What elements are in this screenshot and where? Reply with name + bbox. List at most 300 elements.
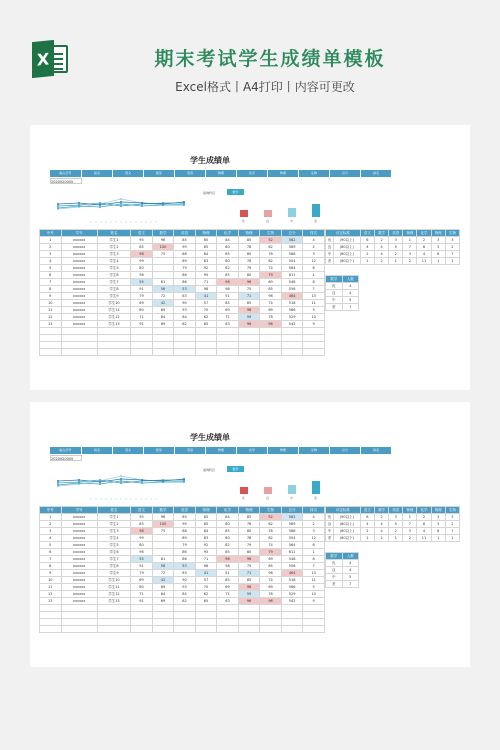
table-cell: 100 bbox=[152, 244, 174, 251]
table-cell: 4 bbox=[303, 514, 325, 521]
stats-cell: 2 bbox=[417, 514, 431, 521]
table-cell: 71 bbox=[131, 314, 153, 321]
stats-cell: (90以上) bbox=[333, 514, 360, 521]
table-cell: 10 bbox=[40, 577, 62, 584]
grade-bar-label: 优 bbox=[242, 219, 246, 223]
count-header-cell: 人数 bbox=[342, 553, 359, 560]
chart-point bbox=[141, 205, 143, 207]
table-cell: 41 bbox=[195, 293, 217, 300]
table-row bbox=[40, 342, 325, 349]
table-cell: 98 bbox=[195, 286, 217, 293]
table-cell: 84 bbox=[152, 591, 174, 598]
table-cell: 2 bbox=[40, 521, 62, 528]
stats-cell: 1 bbox=[445, 258, 459, 265]
grade-bar bbox=[264, 487, 272, 494]
count-row bbox=[326, 581, 359, 588]
table-cell: 10 bbox=[303, 314, 325, 321]
table-cell: 79 bbox=[260, 272, 282, 279]
student-id-input[interactable]: 2020020005 bbox=[50, 455, 82, 461]
table-cell: 84 bbox=[217, 514, 239, 521]
stats-cell: (60以上) bbox=[333, 251, 360, 258]
table-header-cell: 序号 bbox=[40, 230, 62, 237]
table-cell bbox=[260, 349, 282, 356]
table-cell bbox=[238, 335, 260, 342]
table-cell bbox=[131, 612, 153, 619]
table-cell: 85 bbox=[217, 577, 239, 584]
table-cell: 95 bbox=[195, 549, 217, 556]
table-cell: 85 bbox=[260, 563, 282, 570]
table-cell: 85 bbox=[131, 244, 153, 251]
query-header-cell: 姓名 bbox=[82, 447, 112, 454]
query-header-cell: 物理 bbox=[268, 170, 298, 177]
table-cell bbox=[238, 605, 260, 612]
table-cell: 75 bbox=[238, 563, 260, 570]
table-cell bbox=[260, 328, 282, 335]
table-cell: 学生12 bbox=[97, 591, 131, 598]
table-cell: 78 bbox=[260, 314, 282, 321]
table-cell: 99 bbox=[174, 244, 196, 251]
grade-bar bbox=[240, 487, 248, 494]
table-header-cell: 序号 bbox=[40, 507, 62, 514]
table-cell bbox=[281, 605, 303, 612]
score-table bbox=[39, 229, 325, 356]
table-cell: 95 bbox=[195, 272, 217, 279]
table-cell: xxxxxx bbox=[61, 584, 97, 591]
table-cell: 84 bbox=[174, 591, 196, 598]
table-cell: 79 bbox=[260, 549, 282, 556]
chart-point bbox=[57, 203, 59, 205]
table-cell bbox=[97, 612, 131, 619]
table-cell: 88 bbox=[174, 528, 196, 535]
stats-cell: 2 bbox=[374, 514, 388, 521]
table-cell: 96 bbox=[260, 321, 282, 328]
table-cell: 5 bbox=[303, 307, 325, 314]
chart-point bbox=[183, 478, 185, 480]
table-cell: 464 bbox=[281, 570, 303, 577]
table-cell: 8 bbox=[40, 563, 62, 570]
table-cell: 96 bbox=[131, 549, 153, 556]
stats-cell: 2 bbox=[445, 244, 459, 251]
table-cell bbox=[195, 342, 217, 349]
table-row bbox=[40, 535, 325, 542]
table-cell: 566 bbox=[281, 584, 303, 591]
table-header-cell: 化学 bbox=[217, 507, 239, 514]
count-cell: 优 bbox=[326, 283, 343, 290]
table-row bbox=[40, 335, 325, 342]
table-cell: 7 bbox=[40, 556, 62, 563]
stats-cell: 4 bbox=[360, 521, 374, 528]
table-cell: 6 bbox=[40, 549, 62, 556]
table-cell: 9 bbox=[40, 293, 62, 300]
table-cell: 80 bbox=[131, 542, 153, 549]
table-cell bbox=[260, 612, 282, 619]
table-header-cell: 化学 bbox=[217, 230, 239, 237]
table-cell bbox=[152, 549, 174, 556]
grade-bar-label: 差 bbox=[314, 496, 318, 500]
stats-cell: (90以上) bbox=[333, 237, 360, 244]
table-cell bbox=[281, 342, 303, 349]
table-cell: 学生10 bbox=[97, 577, 131, 584]
table-cell: 63 bbox=[217, 321, 239, 328]
stats-cell: 6 bbox=[360, 514, 374, 521]
stats-header-cell: 英语 bbox=[389, 230, 403, 237]
query-header-cell: 语文 bbox=[113, 447, 143, 454]
table-cell bbox=[217, 626, 239, 633]
table-cell bbox=[131, 342, 153, 349]
chart-point bbox=[57, 207, 59, 209]
table-cell: 80 bbox=[238, 528, 260, 535]
subject-select[interactable]: 数学 bbox=[227, 189, 244, 195]
table-cell: 84 bbox=[152, 314, 174, 321]
table-cell: 88 bbox=[174, 251, 196, 258]
stats-cell: 1 bbox=[403, 237, 417, 244]
table-cell: 82 bbox=[217, 265, 239, 272]
table-cell bbox=[174, 626, 196, 633]
table-cell bbox=[152, 335, 174, 342]
table-cell: 71 bbox=[217, 314, 239, 321]
table-cell: 85 bbox=[217, 251, 239, 258]
table-cell bbox=[281, 612, 303, 619]
table-cell: 52 bbox=[260, 514, 282, 521]
table-cell: 84 bbox=[195, 528, 217, 535]
count-cell: 5 bbox=[342, 574, 359, 581]
stats-cell: 3 bbox=[403, 528, 417, 535]
table-cell: 7 bbox=[303, 563, 325, 570]
table-cell: 9 bbox=[303, 321, 325, 328]
stats-cell: 3 bbox=[445, 514, 459, 521]
table-cell: 96 bbox=[152, 514, 174, 521]
stats-header-cell: 物理 bbox=[403, 230, 417, 237]
table-cell bbox=[217, 605, 239, 612]
table-cell: 96 bbox=[238, 279, 260, 286]
table-cell bbox=[40, 605, 62, 612]
table-row bbox=[40, 272, 325, 279]
stats-cell: 2 bbox=[417, 237, 431, 244]
sheet-title: 学生成绩单 bbox=[190, 156, 230, 165]
grade-bar-label: 优 bbox=[242, 496, 246, 500]
table-cell: 93 bbox=[174, 307, 196, 314]
chart-point bbox=[183, 481, 185, 483]
subject-select[interactable]: 数学 bbox=[227, 466, 244, 472]
score-line-chart bbox=[50, 189, 195, 229]
table-cell: 80 bbox=[217, 521, 239, 528]
grade-bar-label: 中 bbox=[290, 496, 294, 500]
table-cell: 学生1 bbox=[97, 514, 131, 521]
count-cell: 4 bbox=[342, 560, 359, 567]
stats-header-cell: 物理 bbox=[403, 507, 417, 514]
table-cell bbox=[152, 272, 174, 279]
table-cell: xxxxxx bbox=[61, 258, 97, 265]
table-cell: 86 bbox=[174, 556, 196, 563]
table-cell: 98 bbox=[217, 286, 239, 293]
table-cell: xxxxxx bbox=[61, 598, 97, 605]
stats-cell: 1 bbox=[360, 258, 374, 265]
query-header-cell: 英语 bbox=[175, 447, 205, 454]
table-row bbox=[40, 598, 325, 605]
table-cell: 82 bbox=[260, 258, 282, 265]
count-cell: 7 bbox=[342, 581, 359, 588]
table-cell bbox=[260, 619, 282, 626]
stats-cell: 2 bbox=[389, 528, 403, 535]
query-header-cell: 总分 bbox=[330, 447, 360, 454]
table-cell: 72 bbox=[152, 293, 174, 300]
grade-bar bbox=[288, 208, 296, 217]
count-row bbox=[326, 567, 359, 574]
table-cell: 13 bbox=[40, 598, 62, 605]
grade-bar bbox=[312, 481, 320, 494]
table-cell bbox=[281, 619, 303, 626]
table-cell: 65 bbox=[195, 598, 217, 605]
stats-cell: 1 bbox=[389, 535, 403, 542]
stats-cell: 良 bbox=[326, 521, 334, 528]
table-cell: 学生7 bbox=[97, 279, 131, 286]
table-cell: 学生9 bbox=[97, 293, 131, 300]
table-cell: 8 bbox=[40, 286, 62, 293]
table-cell: 42 bbox=[152, 300, 174, 307]
stats-header-cell: 评定标准 bbox=[326, 230, 361, 237]
table-cell: 96 bbox=[260, 293, 282, 300]
query-header-cell: 生物 bbox=[299, 447, 329, 454]
table-cell: 529 bbox=[281, 314, 303, 321]
table-cell: 90 bbox=[174, 577, 196, 584]
table-cell: xxxxxx bbox=[61, 556, 97, 563]
query-header-row bbox=[50, 170, 392, 177]
table-cell: 95 bbox=[131, 514, 153, 521]
table-cell: 学生2 bbox=[97, 521, 131, 528]
table-cell: 96 bbox=[238, 321, 260, 328]
table-cell: 564 bbox=[281, 265, 303, 272]
table-cell: 8 bbox=[303, 556, 325, 563]
table-cell: 69 bbox=[152, 321, 174, 328]
chart-point bbox=[78, 479, 80, 481]
table-header-cell: 数学 bbox=[152, 507, 174, 514]
count-cell: 7 bbox=[342, 304, 359, 311]
table-cell: 83 bbox=[195, 535, 217, 542]
table-cell: 75 bbox=[152, 528, 174, 535]
table-header-cell: 学号 bbox=[61, 507, 97, 514]
query-header-cell: 输入学号 bbox=[50, 447, 81, 454]
stats-cell: 3 bbox=[389, 237, 403, 244]
table-cell: 学生5 bbox=[97, 265, 131, 272]
stats-cell: 优 bbox=[326, 514, 334, 521]
table-cell: xxxxxx bbox=[61, 244, 97, 251]
table-cell: 80 bbox=[131, 307, 153, 314]
table-cell bbox=[61, 342, 97, 349]
stats-row bbox=[326, 244, 460, 251]
stats-row bbox=[326, 514, 460, 521]
table-cell bbox=[303, 605, 325, 612]
table-cell: 80 bbox=[238, 549, 260, 556]
stats-cell: 4 bbox=[417, 251, 431, 258]
table-row bbox=[40, 612, 325, 619]
table-cell: 12 bbox=[303, 258, 325, 265]
table-cell: xxxxxx bbox=[61, 591, 97, 598]
table-cell: 80 bbox=[238, 272, 260, 279]
table-cell: xxxxxx bbox=[61, 321, 97, 328]
chart-point bbox=[141, 479, 143, 481]
stats-cell: 11 bbox=[417, 258, 431, 265]
stats-cell: 中 bbox=[326, 251, 334, 258]
table-cell: 504 bbox=[281, 535, 303, 542]
table-cell: xxxxxx bbox=[61, 286, 97, 293]
stats-row bbox=[326, 528, 460, 535]
table-cell: 75 bbox=[152, 251, 174, 258]
count-cell: 4 bbox=[342, 290, 359, 297]
table-cell: 84 bbox=[174, 314, 196, 321]
count-row bbox=[326, 574, 359, 581]
stats-header-cell: 数学 bbox=[374, 507, 388, 514]
table-cell: 589 bbox=[281, 244, 303, 251]
stats-cell: 3 bbox=[431, 244, 445, 251]
table-cell bbox=[61, 328, 97, 335]
table-cell bbox=[281, 349, 303, 356]
table-row bbox=[40, 591, 325, 598]
table-cell bbox=[97, 342, 131, 349]
table-row bbox=[40, 328, 325, 335]
chart-point bbox=[183, 201, 185, 203]
stats-cell: 1 bbox=[403, 514, 417, 521]
table-cell: 71 bbox=[238, 293, 260, 300]
table-cell bbox=[61, 619, 97, 626]
table-cell: 62 bbox=[195, 314, 217, 321]
count-cell: 良 bbox=[326, 290, 343, 297]
table-row bbox=[40, 549, 325, 556]
table-cell: 464 bbox=[281, 293, 303, 300]
table-cell: xxxxxx bbox=[61, 563, 97, 570]
chart-point bbox=[120, 475, 122, 477]
table-cell: 89 bbox=[174, 535, 196, 542]
grade-count-table bbox=[325, 552, 359, 588]
stats-header-cell: 生物 bbox=[445, 507, 459, 514]
table-cell: xxxxxx bbox=[61, 265, 97, 272]
table-row bbox=[40, 300, 325, 307]
table-cell: 12 bbox=[303, 535, 325, 542]
table-cell: 582 bbox=[281, 237, 303, 244]
table-cell: 89 bbox=[152, 307, 174, 314]
query-header-cell: 排名 bbox=[361, 170, 391, 177]
table-cell: 90 bbox=[174, 300, 196, 307]
table-cell: 588 bbox=[281, 528, 303, 535]
table-cell: 74 bbox=[260, 577, 282, 584]
student-id-input[interactable]: 2020020005 bbox=[50, 178, 82, 184]
table-cell: 学生12 bbox=[97, 314, 131, 321]
stats-cell: 中 bbox=[326, 528, 334, 535]
query-header-cell: 生物 bbox=[299, 170, 329, 177]
table-cell: 518 bbox=[281, 577, 303, 584]
table-cell: 80 bbox=[217, 258, 239, 265]
table-cell: 79 bbox=[174, 542, 196, 549]
table-cell bbox=[174, 619, 196, 626]
table-cell: 79 bbox=[131, 293, 153, 300]
chart-point bbox=[78, 482, 80, 484]
table-cell: 79 bbox=[238, 542, 260, 549]
table-cell bbox=[152, 258, 174, 265]
table-cell: xxxxxx bbox=[61, 307, 97, 314]
table-cell bbox=[303, 328, 325, 335]
table-cell: 51 bbox=[217, 293, 239, 300]
chart-point bbox=[78, 202, 80, 204]
table-cell: 学生11 bbox=[97, 307, 131, 314]
table-cell: 80 bbox=[131, 584, 153, 591]
table-cell: 69 bbox=[131, 300, 153, 307]
query-header-cell: 英语 bbox=[175, 170, 205, 177]
table-cell: 85 bbox=[217, 549, 239, 556]
grade-bar-label: 良 bbox=[266, 496, 270, 500]
table-cell: 53 bbox=[174, 563, 196, 570]
table-cell: 86 bbox=[174, 272, 196, 279]
table-cell: xxxxxx bbox=[61, 570, 97, 577]
table-cell: 79 bbox=[131, 570, 153, 577]
stats-cell: 7 bbox=[403, 244, 417, 251]
table-cell: 11 bbox=[303, 300, 325, 307]
table-cell: xxxxxx bbox=[61, 251, 97, 258]
stats-cell: 11 bbox=[417, 535, 431, 542]
stats-cell: (60以下) bbox=[333, 258, 360, 265]
table-cell: 75 bbox=[238, 286, 260, 293]
table-row bbox=[40, 321, 325, 328]
table-cell: 92 bbox=[195, 542, 217, 549]
table-cell: 85 bbox=[174, 514, 196, 521]
table-cell: 2 bbox=[303, 521, 325, 528]
table-cell bbox=[174, 349, 196, 356]
table-cell: 1 bbox=[40, 514, 62, 521]
table-cell: 3 bbox=[40, 528, 62, 535]
chart-point bbox=[57, 482, 59, 484]
stats-header-cell: 化学 bbox=[417, 230, 431, 237]
table-cell: 99 bbox=[131, 535, 153, 542]
table-cell: 80 bbox=[131, 265, 153, 272]
grade-bar bbox=[288, 485, 296, 494]
table-row bbox=[40, 349, 325, 356]
chart-point bbox=[99, 479, 101, 481]
table-cell: 85 bbox=[195, 514, 217, 521]
table-cell: 11 bbox=[40, 584, 62, 591]
grade-bar bbox=[264, 210, 272, 217]
stats-cell: 4 bbox=[374, 251, 388, 258]
table-cell: 78 bbox=[238, 258, 260, 265]
stats-header-cell: 评定标准 bbox=[326, 507, 361, 514]
table-cell: 85 bbox=[195, 237, 217, 244]
grade-bar-label: 差 bbox=[314, 219, 318, 223]
stats-cell: 2 bbox=[403, 535, 417, 542]
stats-cell: 4 bbox=[374, 528, 388, 535]
table-cell: 7 bbox=[303, 286, 325, 293]
table-cell: xxxxxx bbox=[61, 549, 97, 556]
table-cell: xxxxxx bbox=[61, 514, 97, 521]
table-cell: 56 bbox=[152, 286, 174, 293]
table-cell: 3 bbox=[40, 251, 62, 258]
table-cell bbox=[281, 335, 303, 342]
table-row bbox=[40, 584, 325, 591]
table-cell: 1 bbox=[40, 237, 62, 244]
stats-cell: 6 bbox=[360, 237, 374, 244]
table-cell: 83 bbox=[195, 258, 217, 265]
table-cell bbox=[238, 619, 260, 626]
table-cell: xxxxxx bbox=[61, 577, 97, 584]
table-cell bbox=[152, 619, 174, 626]
table-cell: 69 bbox=[217, 307, 239, 314]
table-cell: 72 bbox=[152, 570, 174, 577]
table-cell: 78 bbox=[238, 521, 260, 528]
table-cell: 学生7 bbox=[97, 556, 131, 563]
chart-point bbox=[162, 204, 164, 206]
table-cell bbox=[303, 612, 325, 619]
table-cell bbox=[238, 626, 260, 633]
table-cell: 52 bbox=[260, 237, 282, 244]
count-row bbox=[326, 297, 359, 304]
table-cell bbox=[260, 605, 282, 612]
chart-point bbox=[99, 481, 101, 483]
